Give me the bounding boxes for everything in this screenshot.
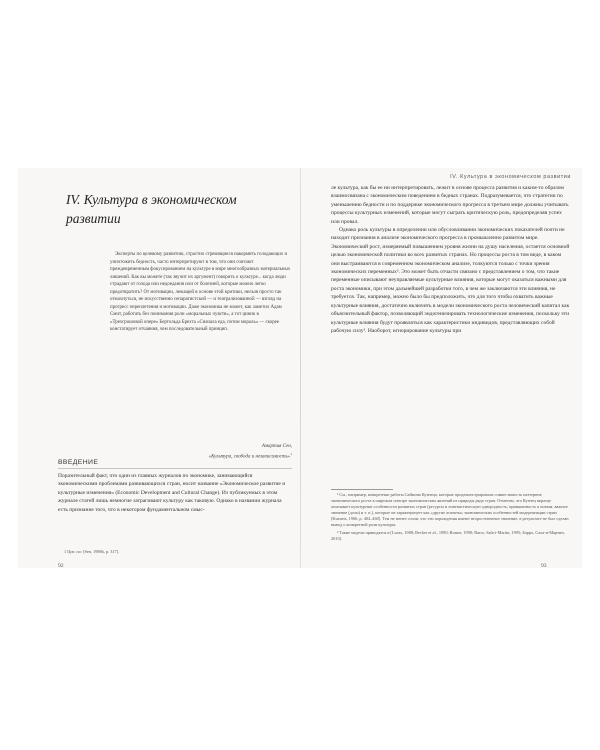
right-page [301, 168, 582, 568]
footnote-text: ² Такие модели приводятся в [Lucas, 1988; Becker et al., 1990; Romer, 1990; Barro, Sala-i-Martin, 1995; Барро, Сала-и-Мартин, 2010]. [331, 530, 565, 542]
epigraph-text: Эксперты по целевому развитию, страстно стремящиеся накормить голодающих и уничтожить бедность, часто интерпретируют в том, что они считают преждевременным фокусированием на культуре в мире многообразных материальных лишений. Как вы можете (так звучит их аргумент) говорить о культуре... когда люди страдают от голода или недоедания или от болезней, которые можно легко предотвратить? От мотивации, лежащей в основе этой критики, нельзя просто так отмахнуться, не искусственно сепаратистской — и театрализованной — взгляд на прогресс переплетения и мотивации. Даже экономика не может, как заметил Адам Смит, работать без понимания роли «моральных чувств», а тот циник в «Трехгрошовой опере» Бертольда Брехта «Сначала еда, потом мораль» — скорее констатирует отчаяния, чем последовательный принцип. [110, 252, 291, 332]
footnote-text: 1 Цит. по: [Sen, 1988b, p. 317]. [64, 549, 120, 554]
attribution-author: Амартия Сен, [261, 444, 292, 449]
attribution-footnote-marker: 1 [290, 451, 292, 456]
epigraph [110, 251, 292, 334]
footnotes-right [331, 492, 571, 544]
page-number-left: 92 [58, 563, 64, 569]
body-text-left [58, 472, 292, 514]
chapter-title: IV. Культура в экономическом развитии [66, 192, 237, 226]
body-paragraph: Поразительный факт, что один из главных журналов по экономике, занимающийся экономическими проблемами развивающихся стран, носит название «Экономическое развитие и культурные изменения» (Economic Development and Cultural Change). Из публикуемых в этом журнале статей лишь немногие затрагивают культуру как таковую. Однако в названии журнала есть признание того, что в некотором фундаментальном смыс- [58, 473, 286, 513]
left-page [18, 168, 300, 568]
body-paragraph: ле культура, как бы ее ни интерпретировать, лежит в основе процесса развития и каким-то образом взаимосвязана с экономическим поведением в бедных странах. Подразумевается, что стратегии по уменьшению бедности и по поддержке экономического прогресса в третьем мире должны учитывать процессы культурных изменений, которые могут сыграть критическую роль, предопределяя успех или провал. [331, 185, 569, 225]
body-text-right [331, 184, 571, 335]
epigraph-attribution [158, 443, 292, 461]
book-spread [18, 168, 582, 568]
footnote-text: ¹ См., например, конкретные работы Саймона Кузнеца, которые продемонстрировали совместимость паттернов экономического роста в широком спектре экономических явлений из природы ряда стран. Отметим, что Кузнец вкратце описывает культурные особенности развитых стран (ресурсы и лингвистическую однородность, привязанность к новым, важное значение (доли) и т. п.), которые он характеризует как «другие аспекты» экономических особенностей модернизации стран [Kuznets, 1966, p. 404–460]. Тем не менее сочли, что эти порождения имеют второстепенное значение, в результате не был сделан вывод о конкретной роли культуры. [331, 492, 569, 528]
running-head: IV. Культура в экономическом развитии [450, 174, 571, 180]
footnote-left [58, 549, 292, 555]
section-heading: ВВЕДЕНИЕ [58, 459, 292, 469]
body-paragraph: Однако роль культуры в определении или обусловливании экономических показателей почти не находит признания в анализе экономического прогресса в промышленно развитом мире. Экономический рост, измеряемый повышением уровня жизни на душу населения, остается основной целью экономической политики во всех развитых странах. Но процессы роста в том виде, в каком они выстраиваются в современном экономическом анализе, толкуются только с точки зрения экономических переменных². Это может быть отчасти связано с представлением о том, что такие переменные описывают неуправляемые культурные влияния, которые могут оказаться важными для роста экономики, при этом дальнейшей разработки того, в чем же заключаются эти влияния, не требуется. Так, например, можно было бы предположить, что для того чтобы охватить важные культурные влияния, достаточно включить в модели экономического роста человеческий капитал как объяснительный фактор, позволяющий эндогенизировать технологические изменения, поскольку эти культурные влияния будут проявляться как характеристики индивидов, представляющих собой рабочую силу³. Наоборот, игнорирование культуры при [331, 227, 570, 334]
footnote-rule [331, 489, 393, 490]
attribution-source-title: «Культура, свобода и независимость» [208, 454, 291, 460]
page-number-right: 93 [541, 563, 547, 569]
